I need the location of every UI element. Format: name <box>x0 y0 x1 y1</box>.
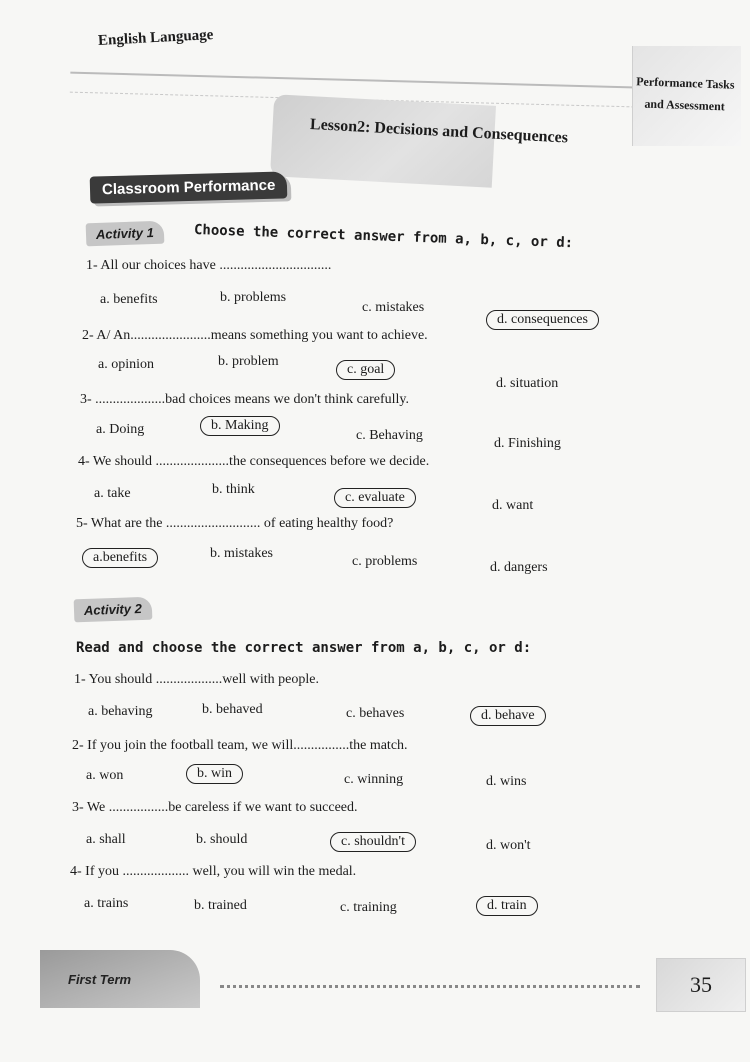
a2-q2-option-a[interactable]: a. won <box>86 768 124 783</box>
a2-q3-option-d[interactable]: d. won't <box>486 838 531 853</box>
a2-question-3: 3- We .................be careless if we want to succeed. <box>72 800 358 815</box>
a2-q1-option-c[interactable]: c. behaves <box>346 706 405 721</box>
a1-q2-option-d[interactable]: d. situation <box>496 376 559 391</box>
a2-question-1: 1- You should ...................well with people. <box>74 672 319 687</box>
a1-q3-option-a[interactable]: a. Doing <box>96 422 145 437</box>
a1-q3-option-c[interactable]: c. Behaving <box>356 428 423 443</box>
a2-q4-option-d-circled[interactable]: d. train <box>476 896 538 916</box>
a2-q2-option-d[interactable]: d. wins <box>486 774 527 789</box>
a1-q4-option-b[interactable]: b. think <box>212 482 255 497</box>
a1-q2-option-c-circled[interactable]: c. goal <box>336 360 395 380</box>
a1-q2-option-a[interactable]: a. opinion <box>98 357 154 372</box>
a2-q3-option-a[interactable]: a. shall <box>86 832 126 847</box>
a1-q5-option-b[interactable]: b. mistakes <box>210 546 273 561</box>
a2-q4-option-a[interactable]: a. trains <box>84 896 129 911</box>
a1-question-4: 4- We should .....................the consequences before we decide. <box>78 454 430 469</box>
a1-q4-option-a[interactable]: a. take <box>94 486 131 501</box>
a2-q1-option-b[interactable]: b. behaved <box>202 702 263 717</box>
a2-q3-option-c-circled[interactable]: c. shouldn't <box>330 832 416 852</box>
footer-divider <box>220 985 640 988</box>
classroom-performance-badge: Classroom Performance <box>90 171 288 203</box>
a2-q2-option-b-circled[interactable]: b. win <box>186 764 243 784</box>
activity-2-instruction: Read and choose the correct answer from a, b, c, or d: <box>76 640 532 656</box>
a1-q3-option-d[interactable]: d. Finishing <box>494 436 561 451</box>
footer-term-label: First Term <box>68 972 132 987</box>
a2-q1-option-d-circled[interactable]: d. behave <box>470 706 546 726</box>
a1-question-2: 2- A/ An.......................means something you want to achieve. <box>82 328 428 343</box>
a1-q4-option-c-circled[interactable]: c. evaluate <box>334 488 416 508</box>
a1-question-5: 5- What are the ........................... of eating healthy food? <box>76 516 394 531</box>
a1-q2-option-b[interactable]: b. problem <box>218 354 279 369</box>
lesson-title: Lesson2: Decisions and Consequences <box>309 116 569 147</box>
a2-q2-option-c[interactable]: c. winning <box>344 772 404 787</box>
a1-q1-option-a[interactable]: a. benefits <box>100 292 158 307</box>
a1-q5-option-c[interactable]: c. problems <box>352 554 418 569</box>
a1-question-1: 1- All our choices have ................................ <box>86 258 332 273</box>
a2-q1-option-a[interactable]: a. behaving <box>88 704 153 719</box>
page-number: 35 <box>690 972 712 997</box>
a1-q5-option-d[interactable]: d. dangers <box>490 560 548 575</box>
side-box-label: Performance Tasks and Assessment <box>635 74 735 114</box>
a1-question-3: 3- ....................bad choices means we don't think carefully. <box>80 392 409 407</box>
a1-q1-option-c[interactable]: c. mistakes <box>362 300 425 315</box>
a2-question-4: 4- If you ................... well, you will win the medal. <box>70 864 357 879</box>
activity-2-badge: Activity 2 <box>74 597 153 623</box>
a1-q4-option-d[interactable]: d. want <box>492 498 534 513</box>
a2-q4-option-b[interactable]: b. trained <box>194 898 247 913</box>
a2-question-2: 2- If you join the football team, we will................the match. <box>72 738 408 753</box>
a1-q5-option-a-circled[interactable]: a.benefits <box>82 548 158 568</box>
subject-title: English Language <box>97 26 214 50</box>
activity-1-badge: Activity 1 <box>86 221 165 247</box>
a2-q4-option-c[interactable]: c. training <box>340 900 397 915</box>
a2-q3-option-b[interactable]: b. should <box>196 832 248 847</box>
a1-q1-option-b[interactable]: b. problems <box>220 290 287 305</box>
a1-q3-option-b-circled[interactable]: b. Making <box>200 416 280 436</box>
activity-1-instruction: Choose the correct answer from a, b, c, or d: <box>193 222 574 252</box>
a1-q1-option-d-circled[interactable]: d. consequences <box>486 310 599 330</box>
